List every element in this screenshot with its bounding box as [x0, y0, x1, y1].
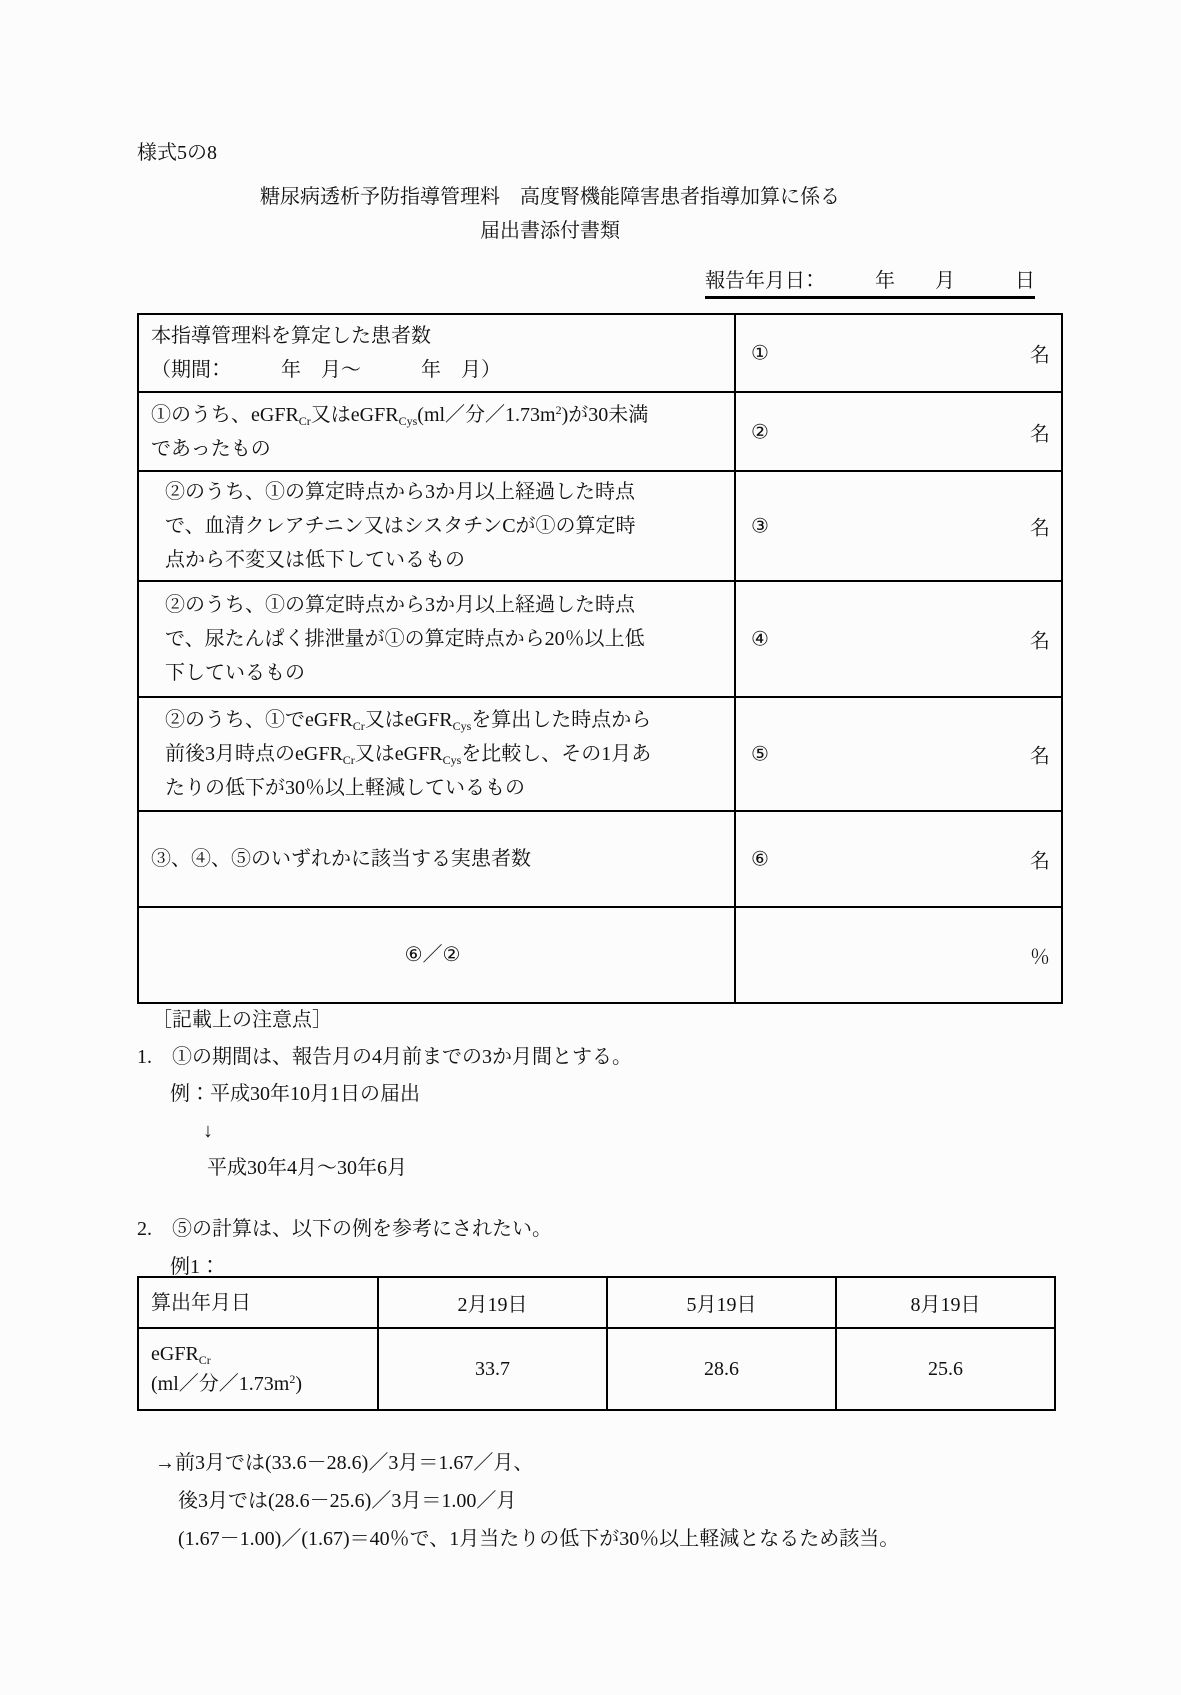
row-label-segment: ①のうち、eGFR: [151, 403, 299, 426]
row-label: [138, 392, 735, 471]
egfr-value: 33.7: [378, 1328, 607, 1410]
subscript: Cys: [452, 719, 472, 733]
note-2-section: [137, 1210, 552, 1286]
page-subtitle: 届出書添付書類: [480, 220, 620, 242]
egfr-value: 25.6: [836, 1328, 1055, 1410]
row-number: ②: [751, 421, 769, 443]
row-value-cell: [735, 907, 1062, 1003]
calculation-note: [155, 1444, 899, 1558]
note-2: 2. ⑤の計算は、以下の例を参考にされたい。: [137, 1218, 552, 1240]
calc-line-3: (1.67－1.00)／(1.67)＝40％で、1月当たりの低下が30％以上軽減となるため該当。: [178, 1528, 900, 1550]
row-value-cell: [735, 471, 1062, 581]
row-label: [138, 811, 735, 907]
row-label-segment: 又はeGFR: [354, 743, 443, 765]
notes-section: [137, 1002, 632, 1187]
patient-count-table: [137, 313, 1063, 1004]
row-number: ③: [751, 515, 769, 538]
row-label-line: であったもの: [151, 437, 271, 460]
notes-heading: ［記載上の注意点］: [152, 1009, 332, 1031]
ratio-formula: ⑥／②: [404, 944, 461, 966]
row-label: [138, 1328, 378, 1410]
row-label-segment: (ml／分／1.73m: [151, 1373, 290, 1395]
row-label-segment: )が30未満: [561, 403, 649, 426]
superscript: 2: [289, 1372, 296, 1386]
subscript: Cr: [198, 1353, 211, 1367]
row-unit: 名: [1030, 630, 1050, 653]
table-row: [138, 471, 1062, 581]
row-label-line: 下しているもの: [165, 662, 305, 684]
table-header-row: [138, 1277, 1055, 1328]
subscript: Cr: [352, 719, 365, 733]
row-label-segment: を算出した時点から: [471, 709, 652, 731]
row-label-line: （期間： 年 月～ 年 月）: [151, 359, 501, 381]
calc-line-2: 後3月では(28.6－25.6)／3月＝1.00／月: [178, 1490, 517, 1512]
column-header: 算出年月日: [138, 1277, 378, 1328]
egfr-example-table: [137, 1276, 1056, 1411]
row-label-line: 点から不変又は低下しているもの: [165, 549, 465, 571]
row-label-segment: ): [295, 1373, 303, 1395]
column-header: 5月19日: [607, 1277, 836, 1328]
superscript: 2: [555, 402, 562, 417]
table-row: [138, 314, 1062, 392]
note-1-result: 平成30年4月～30年6月: [207, 1157, 407, 1179]
table-row: [138, 581, 1062, 697]
row-value-cell: [735, 581, 1062, 697]
note-1-example: 例：平成30年10月1日の届出: [170, 1083, 420, 1105]
page-title: 糖尿病透析予防指導管理料 高度腎機能障害患者指導加算に係る: [260, 186, 840, 208]
table-row: [138, 907, 1062, 1003]
row-label-segment: を比較し、その1月あ: [461, 743, 652, 765]
report-date-line: [137, 264, 1035, 299]
row-label-line: 本指導管理料を算定した患者数: [151, 325, 431, 347]
row-label-line: たりの低下が30％以上軽減しているもの: [165, 777, 525, 799]
row-unit: 名: [1030, 745, 1050, 768]
row-label-segment: eGFR: [151, 1343, 199, 1365]
row-unit: 名: [1030, 423, 1050, 445]
ratio-label: [138, 907, 735, 1003]
row-number: ⑥: [751, 848, 769, 871]
row-label-segment: (ml／分／1.73m: [417, 403, 556, 426]
column-header: 2月19日: [378, 1277, 607, 1328]
row-label-segment: 前後3月時点のeGFR: [165, 743, 343, 765]
row-label: [138, 581, 735, 697]
row-label-line: で、尿たんぱく排泄量が①の算定時点から20％以上低: [165, 628, 645, 650]
row-label: [138, 697, 735, 811]
table-row: [138, 811, 1062, 907]
calc-line-1: →前3月では(33.6－28.6)／3月＝1.67／月、: [155, 1452, 534, 1474]
row-label-line: ③、④、⑤のいずれかに該当する実患者数: [151, 848, 531, 870]
row-label-segment: ②のうち、①でeGFR: [165, 709, 353, 731]
row-number: ①: [751, 342, 769, 365]
down-arrow-icon: ↓: [203, 1120, 213, 1142]
row-unit: 名: [1030, 344, 1050, 367]
row-label-line: で、血清クレアチニン又はシスタチンCが①の算定時: [165, 515, 636, 537]
row-label: [138, 471, 735, 581]
row-label-line: ②のうち、①の算定時点から3か月以上経過した時点: [165, 594, 635, 616]
subscript: Cr: [298, 413, 311, 428]
note-1: 1. ①の期間は、報告月の4月前までの3か月間とする。: [137, 1046, 632, 1068]
subscript: Cys: [442, 753, 462, 767]
row-number: ⑤: [751, 743, 769, 766]
row-unit: 名: [1030, 850, 1050, 873]
report-date-underlined-text: 報告年月日： 年 月 日: [705, 264, 1035, 299]
row-unit: ％: [1030, 946, 1050, 969]
example-1-label: 例1：: [170, 1256, 220, 1278]
form-code: 様式5の8: [137, 142, 217, 164]
row-value-cell: [735, 811, 1062, 907]
row-label-segment: 又はeGFR: [364, 709, 453, 731]
subscript: Cys: [398, 413, 418, 428]
row-label-segment: 又はeGFR: [310, 403, 399, 426]
row-value-cell: [735, 697, 1062, 811]
row-value-cell: [735, 392, 1062, 471]
table-row: [138, 392, 1062, 471]
row-label-line: ②のうち、①の算定時点から3か月以上経過した時点: [165, 481, 635, 503]
table-row: [138, 1328, 1055, 1410]
egfr-value: 28.6: [607, 1328, 836, 1410]
row-unit: 名: [1030, 517, 1050, 540]
row-label: [138, 314, 735, 392]
subscript: Cr: [342, 753, 355, 767]
row-value-cell: [735, 314, 1062, 392]
table-row: [138, 697, 1062, 811]
row-number: ④: [751, 628, 769, 651]
column-header: 8月19日: [836, 1277, 1055, 1328]
